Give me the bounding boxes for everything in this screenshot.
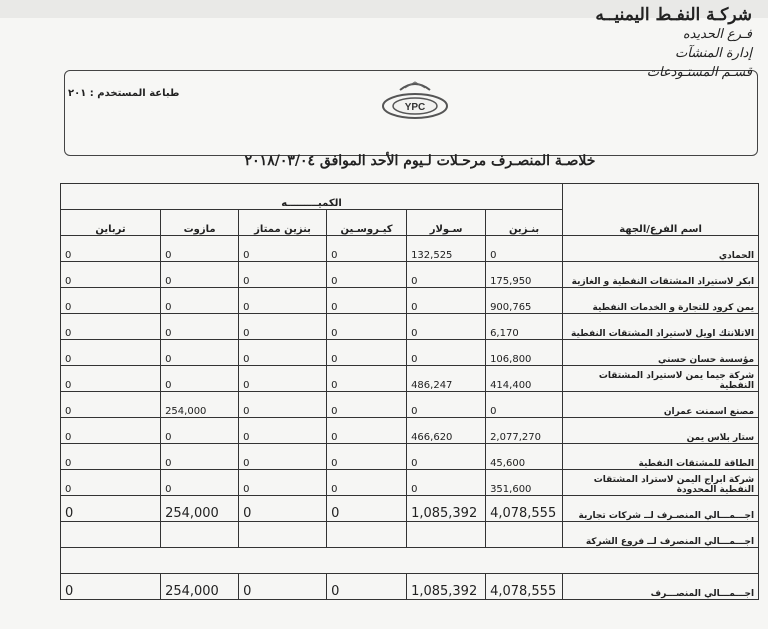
quantity-cell: 0 [61,314,161,340]
quantity-cell: 0 [239,288,327,314]
quantity-cell: 0 [407,314,486,340]
quantity-cell: 0 [161,262,239,288]
column-header: مازوت [161,210,239,236]
quantity-cell: 0 [161,340,239,366]
quantity-cell: 175,950 [486,262,563,288]
quantity-cell: 0 [61,262,161,288]
quantity-cell [239,522,327,548]
quantity-cell: 0 [61,236,161,262]
quantity-cell: 0 [327,574,407,600]
quantity-cell: 1,085,392 [407,574,486,600]
header-entity: اسم الفرع/الجهة [563,184,759,236]
quantity-cell: 0 [486,236,563,262]
quantity-cell: 0 [327,262,407,288]
quantity-cell: 0 [239,262,327,288]
quantity-cell: 0 [161,470,239,496]
quantity-cell: 106,800 [486,340,563,366]
quantity-cell: 0 [327,444,407,470]
quantity-cell: 0 [239,574,327,600]
printed-by-label: طباعة المستخدم : ٢٠١ [68,88,180,99]
quantity-cell: 0 [61,366,161,392]
section-name: قسـم المستـودعات [646,65,752,80]
table-row [61,340,759,366]
quantity-cell: 0 [61,288,161,314]
header-quantity: الكميـــــــــه [61,184,563,210]
quantity-cell: 132,525 [407,236,486,262]
quantity-cell: 0 [239,392,327,418]
quantity-cell: 900,765 [486,288,563,314]
quantity-cell: 0 [407,262,486,288]
table-row [61,236,759,262]
quantity-cell: 0 [61,496,161,522]
quantity-cell: 0 [61,340,161,366]
entity-name: ابكر لاستيراد المشتقات النفطية و الغازية [563,262,759,288]
company-name: شركـة النفـط اليمنيــه [595,5,752,25]
spacer-cell [61,548,759,574]
table-row [61,288,759,314]
column-header: بنزين ممتاز [239,210,327,236]
quantity-cell: 45,600 [486,444,563,470]
entity-name: مصنع اسمنت عمران [563,392,759,418]
quantity-cell: 4,078,555 [486,496,563,522]
column-header: سـولار [407,210,486,236]
quantity-cell: 0 [327,418,407,444]
branch-name: فـرع الحديده [682,27,752,42]
quantity-cell: 0 [239,470,327,496]
quantity-cell: 0 [327,236,407,262]
entity-name: اجـــمـــالي المنصـرف لــ شركات تجارية [563,496,759,522]
table-row [61,392,759,418]
quantity-cell: 0 [327,340,407,366]
quantity-cell: 0 [161,236,239,262]
spacer-row [61,548,759,574]
quantity-cell: 0 [61,392,161,418]
entity-name: مؤسسة حسان حسني [563,340,759,366]
quantity-cell: 0 [61,574,161,600]
entity-name: الاتلانتك اويل لاستيراد المشتقات النفطية [563,314,759,340]
quantity-cell: 0 [161,288,239,314]
entity-name: الحمادي [563,236,759,262]
entity-name: اجـــمـــالي المنصـــرف [563,574,759,600]
quantity-cell: 2,077,270 [486,418,563,444]
entity-name: يمن كرود للتجارة و الخدمات النفطية [563,288,759,314]
quantity-cell: 0 [407,444,486,470]
table-row [61,418,759,444]
quantity-cell: 414,400 [486,366,563,392]
logo-text: YPC [404,102,426,113]
column-header: كيـروسـين [327,210,407,236]
quantity-cell [486,522,563,548]
quantity-cell: 0 [327,314,407,340]
quantity-cell: 0 [161,366,239,392]
quantity-cell: 0 [327,392,407,418]
quantity-cell [161,522,239,548]
quantity-cell: 0 [239,496,327,522]
grand-total-row [61,574,759,600]
quantity-cell: 254,000 [161,574,239,600]
quantity-cell: 351,600 [486,470,563,496]
quantity-cell: 0 [327,366,407,392]
quantity-cell: 0 [239,340,327,366]
quantity-cell: 254,000 [161,496,239,522]
total-branches-row [61,522,759,548]
table-row [61,366,759,392]
quantity-cell: 0 [407,340,486,366]
quantity-cell: 486,247 [407,366,486,392]
entity-name: شركة جيما يمن لاستيراد المشتقات النفطية [563,366,759,392]
quantity-cell [327,522,407,548]
quantity-cell: 0 [239,418,327,444]
document-title: خلاصـة المنصـرف مرحـلات لـيوم الأحد الموافق ٢٠١٨/٠٣/٠٤ [244,153,596,169]
company-logo [380,76,450,132]
table-row [61,262,759,288]
table-row [61,444,759,470]
quantity-cell: 0 [239,444,327,470]
quantity-cell: 0 [327,496,407,522]
column-header: بنـزين [486,210,563,236]
quantity-cell [61,522,161,548]
quantity-cell: 0 [239,366,327,392]
quantity-cell: 0 [239,236,327,262]
quantity-cell: 0 [161,418,239,444]
quantity-cell: 0 [327,288,407,314]
table-row [61,470,759,496]
entity-name: الطاقة للمشتقات النفطية [563,444,759,470]
quantity-cell: 466,620 [407,418,486,444]
quantity-cell: 6,170 [486,314,563,340]
company-block [532,6,752,82]
quantity-cell: 0 [327,470,407,496]
quantity-cell [407,522,486,548]
quantity-cell: 0 [407,392,486,418]
quantity-cell: 0 [161,444,239,470]
total-commercial-row [61,496,759,522]
quantity-cell: 0 [61,418,161,444]
entity-name: شركة ابراج اليمن لاستراد المشتقات النفطية المحدودة [563,470,759,496]
quantity-cell: 0 [239,314,327,340]
quantity-cell: 254,000 [161,392,239,418]
table-row [61,314,759,340]
quantity-cell: 1,085,392 [407,496,486,522]
report-table [60,183,759,600]
quantity-cell: 0 [61,444,161,470]
quantity-cell: 0 [486,392,563,418]
quantity-cell: 0 [407,288,486,314]
quantity-cell: 0 [61,470,161,496]
header-row-1 [61,184,759,210]
quantity-cell: 0 [161,314,239,340]
department-name: إدارة المنشآت [674,46,752,61]
entity-name: اجـــمـــالي المنصرف لــ فروع الشركة [563,522,759,548]
quantity-cell: 0 [407,470,486,496]
quantity-cell: 4,078,555 [486,574,563,600]
column-header: ترباين [61,210,161,236]
entity-name: ستار بلاس يمن [563,418,759,444]
